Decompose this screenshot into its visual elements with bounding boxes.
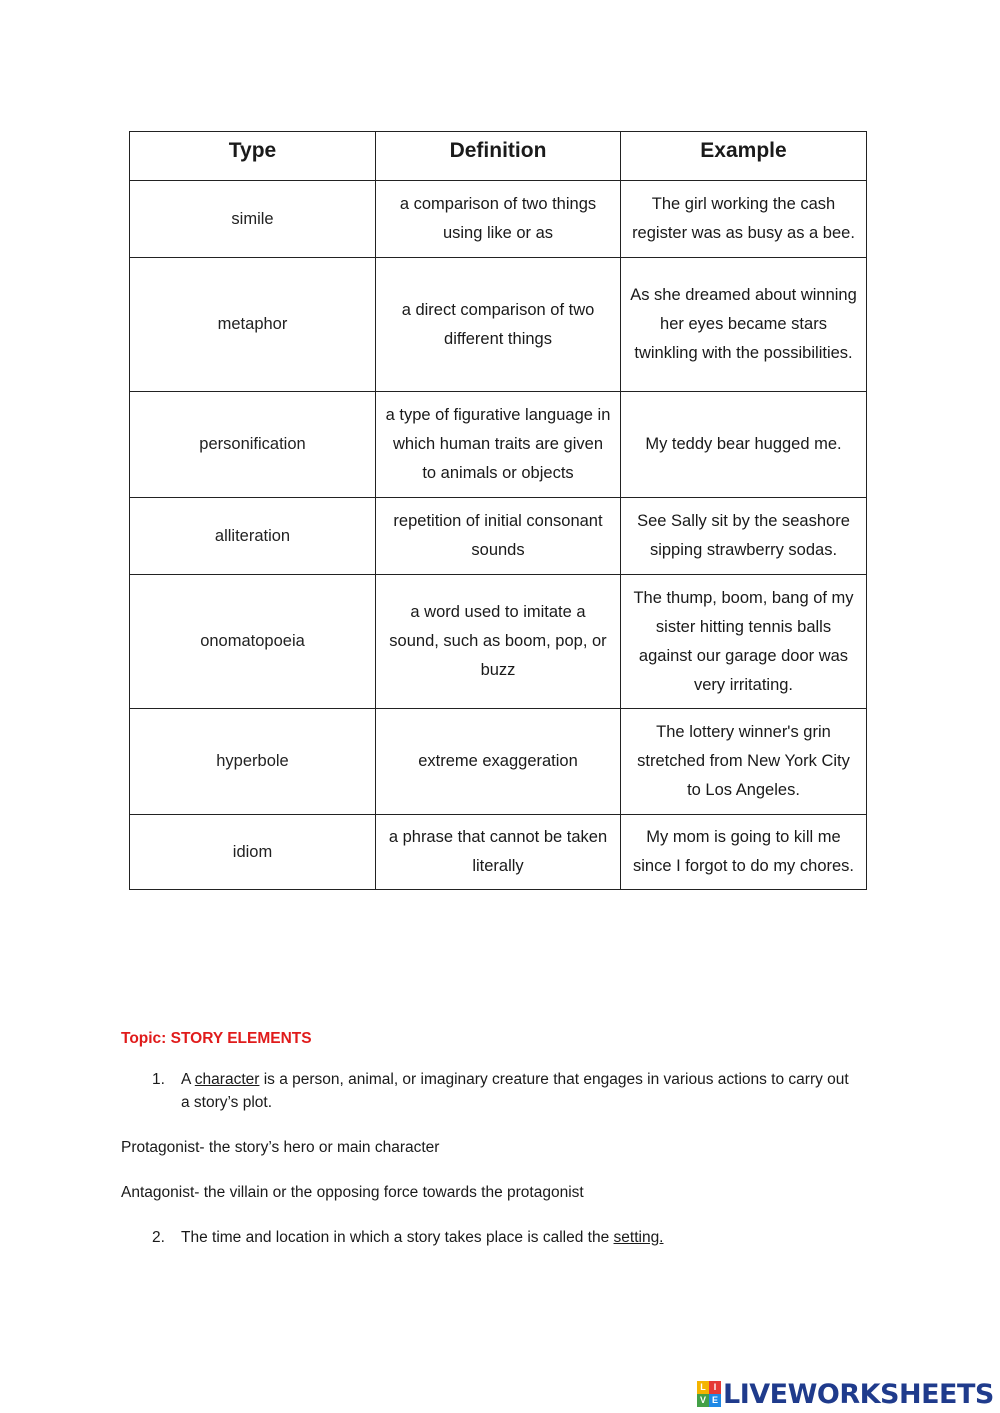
- mark-letter: I: [709, 1381, 721, 1394]
- type-cell: hyperbole: [130, 709, 376, 815]
- table-row: [130, 181, 867, 258]
- mark-letter: V: [697, 1394, 709, 1407]
- item2-before: The time and location in which a story takes place is called the: [181, 1229, 614, 1246]
- table-header-row: [130, 132, 867, 181]
- example-cell: The lottery winner's grin stretched from New York City to Los Angeles.: [621, 709, 867, 815]
- item1-before: A: [181, 1071, 195, 1088]
- topic-heading: Topic: STORY ELEMENTS: [121, 1030, 312, 1047]
- example-cell: See Sally sit by the seashore sipping strawberry sodas.: [621, 498, 867, 575]
- header-definition: Definition: [376, 132, 621, 181]
- example-cell: My teddy bear hugged me.: [621, 392, 867, 498]
- example-cell: As she dreamed about winning her eyes became stars twinkling with the possibilities.: [621, 258, 867, 392]
- table-row: [130, 709, 867, 815]
- list-number: 2.: [152, 1229, 165, 1246]
- definition-cell: a direct comparison of two different things: [376, 258, 621, 392]
- type-cell: personification: [130, 392, 376, 498]
- table-row: [130, 258, 867, 392]
- liveworksheets-mark-icon: [697, 1381, 721, 1407]
- liveworksheets-logo: [697, 1378, 994, 1410]
- type-cell: metaphor: [130, 258, 376, 392]
- mark-letter: E: [709, 1394, 721, 1407]
- term-character: character: [194, 1071, 260, 1088]
- table-row: [130, 575, 867, 709]
- item1-after: is a person, animal, or imaginary creature that engages in various actions to carry out a story’s plot.: [181, 1071, 849, 1111]
- protagonist-definition: Protagonist- the story’s hero or main character: [121, 1139, 440, 1156]
- table-row: [130, 498, 867, 575]
- term-setting: setting.: [613, 1229, 664, 1246]
- table-row: [130, 392, 867, 498]
- definition-cell: a word used to imitate a sound, such as boom, pop, or buzz: [376, 575, 621, 709]
- type-cell: alliteration: [130, 498, 376, 575]
- header-example: Example: [621, 132, 867, 181]
- list-item-body: [181, 1068, 852, 1114]
- definition-cell: a phrase that cannot be taken literally: [376, 815, 621, 890]
- example-cell: The girl working the cash register was as busy as a bee.: [621, 181, 867, 258]
- table-row: [130, 815, 867, 890]
- list-number: 1.: [152, 1071, 165, 1088]
- definition-cell: repetition of initial consonant sounds: [376, 498, 621, 575]
- brand-text: LIVEWORKSHEETS: [723, 1378, 994, 1410]
- list-item-character: [152, 1068, 852, 1114]
- type-cell: idiom: [130, 815, 376, 890]
- example-cell: My mom is going to kill me since I forgot to do my chores.: [621, 815, 867, 890]
- antagonist-definition: Antagonist- the villain or the opposing force towards the protagonist: [121, 1184, 584, 1201]
- type-cell: simile: [130, 181, 376, 258]
- type-cell: onomatopoeia: [130, 575, 376, 709]
- list-item-setting: [152, 1226, 852, 1249]
- mark-letter: L: [697, 1381, 709, 1394]
- definition-cell: a type of figurative language in which human traits are given to animals or objects: [376, 392, 621, 498]
- example-cell: The thump, boom, bang of my sister hitting tennis balls against our garage door was very irritating.: [621, 575, 867, 709]
- figurative-language-table: [129, 131, 867, 890]
- definition-cell: a comparison of two things using like or as: [376, 181, 621, 258]
- list-item-body: [181, 1226, 852, 1249]
- header-type: Type: [130, 132, 376, 181]
- definition-cell: extreme exaggeration: [376, 709, 621, 815]
